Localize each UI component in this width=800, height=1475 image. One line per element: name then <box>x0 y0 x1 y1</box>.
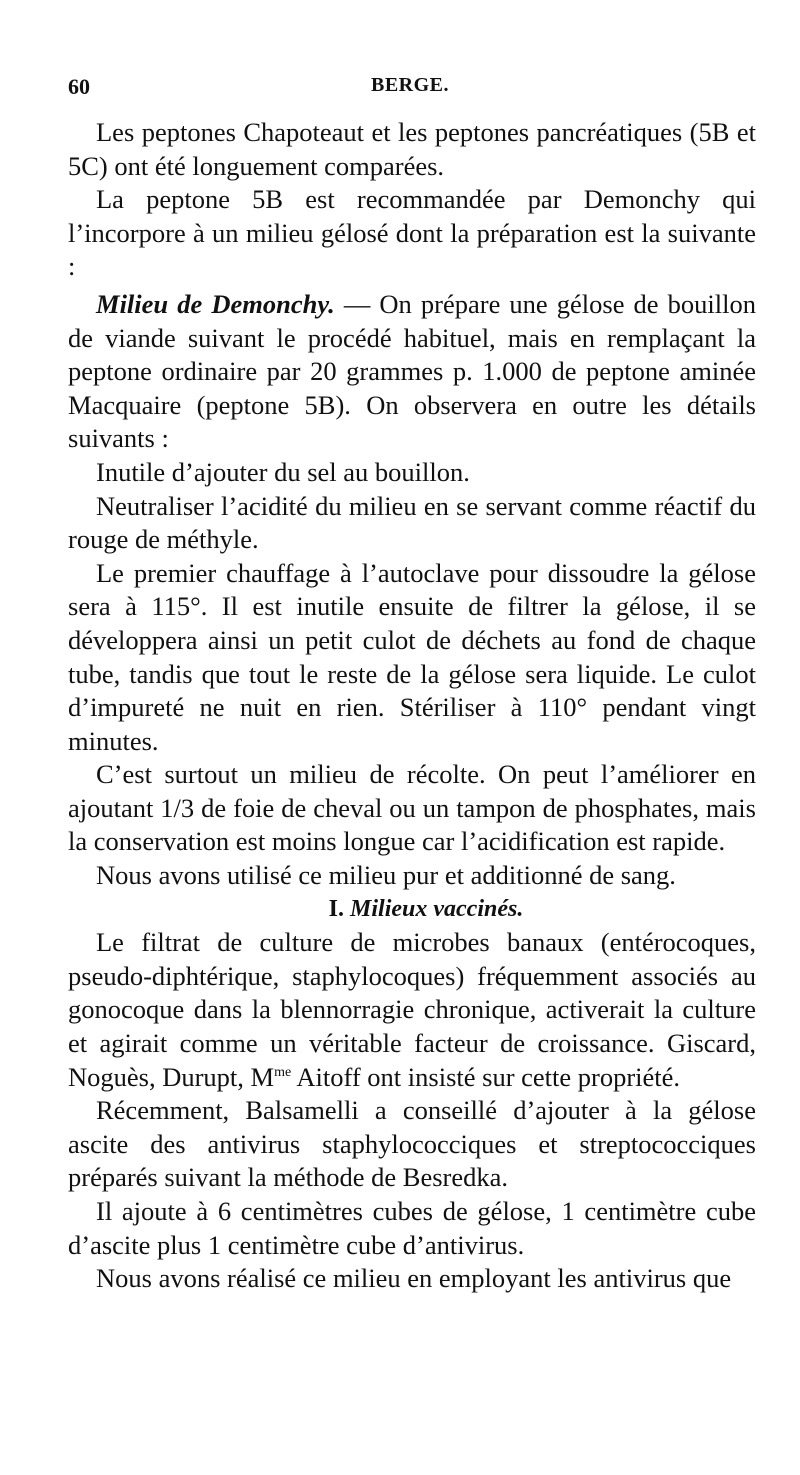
paragraph: La peptone 5B est recommandée par Demonchy qui l’incorpore à un milieu gélosé dont la préparation est la suivante : <box>68 184 756 282</box>
paragraph <box>68 288 756 456</box>
paragraph: Il ajoute à 6 centimètres cubes de gélose, 1 centimètre cube d’ascite plus 1 centimètre cube d’antivirus. <box>68 1196 756 1260</box>
section-title: Milieux vaccinés. <box>350 895 524 922</box>
page-header <box>68 74 752 104</box>
body-text <box>68 116 756 1296</box>
section-heading <box>68 893 756 927</box>
paragraph-text: Le filtrat de culture de microbes banaux (entérocoques, pseudo-diphtérique, staphylocoques) fréquemment associés au gonocoque dans la blennorragie chronique, activerait la culture et agirait comme un véritable facteur de croissance. Giscard, Noguès, Durupt, M <box>68 927 756 1092</box>
page-number: 60 <box>68 74 90 99</box>
paragraph: Récemment, Balsamelli a conseillé d’ajouter à la gélose ascite des antivirus staphylococciques et streptococciques préparés suivant la méthode de Besredka. <box>68 1095 756 1193</box>
paragraph: Le premier chauffage à l’autoclave pour dissoudre la gélose sera à 115°. Il est inutile ensuite de filtrer la gélose, il se développera ainsi un petit culot de déchets au fond de chaque tube, tandis que tout le reste de la gélose sera liquide. Le culot d’impureté ne nuit en rien. Stériliser à 110° pendant vingt minutes. <box>68 557 756 756</box>
paragraph: Inutile d’ajouter du sel au bouillon. <box>96 456 470 487</box>
paragraph-label: Milieu de Demonchy. <box>96 288 335 319</box>
paragraph: Neutraliser l’acidité du milieu en se servant comme réactif du rouge de méthyle. <box>68 490 756 555</box>
paragraph-text: Aitoff ont insisté sur cette propriété. <box>291 1061 681 1092</box>
running-head: BERGE. <box>370 74 450 96</box>
paragraph: Nous avons réalisé ce milieu en employant les antivirus que <box>96 1263 732 1294</box>
paragraph <box>68 926 756 1094</box>
superscript: me <box>274 1064 292 1080</box>
paragraph: Nous avons utilisé ce milieu pur et additionné de sang. <box>96 860 676 891</box>
section-number: I. <box>328 895 345 922</box>
paragraph-text: — On prépare une gélose de bouillon de viande suivant le procédé habituel, mais en remplaçant la peptone ordinaire par 20 grammes p. 1.000 de peptone aminée Macquaire (peptone 5B). On observera en outre les détails suivants : <box>68 288 756 454</box>
paragraph: C’est surtout un milieu de récolte. On peut l’améliorer en ajoutant 1/3 de foie de cheval ou un tampon de phosphates, mais la conservation est moins longue car l’acidification est rapide. <box>68 759 756 857</box>
paragraph: Les peptones Chapoteaut et les peptones pancréatiques (5B et 5C) ont été longuement comparées. <box>68 117 756 181</box>
